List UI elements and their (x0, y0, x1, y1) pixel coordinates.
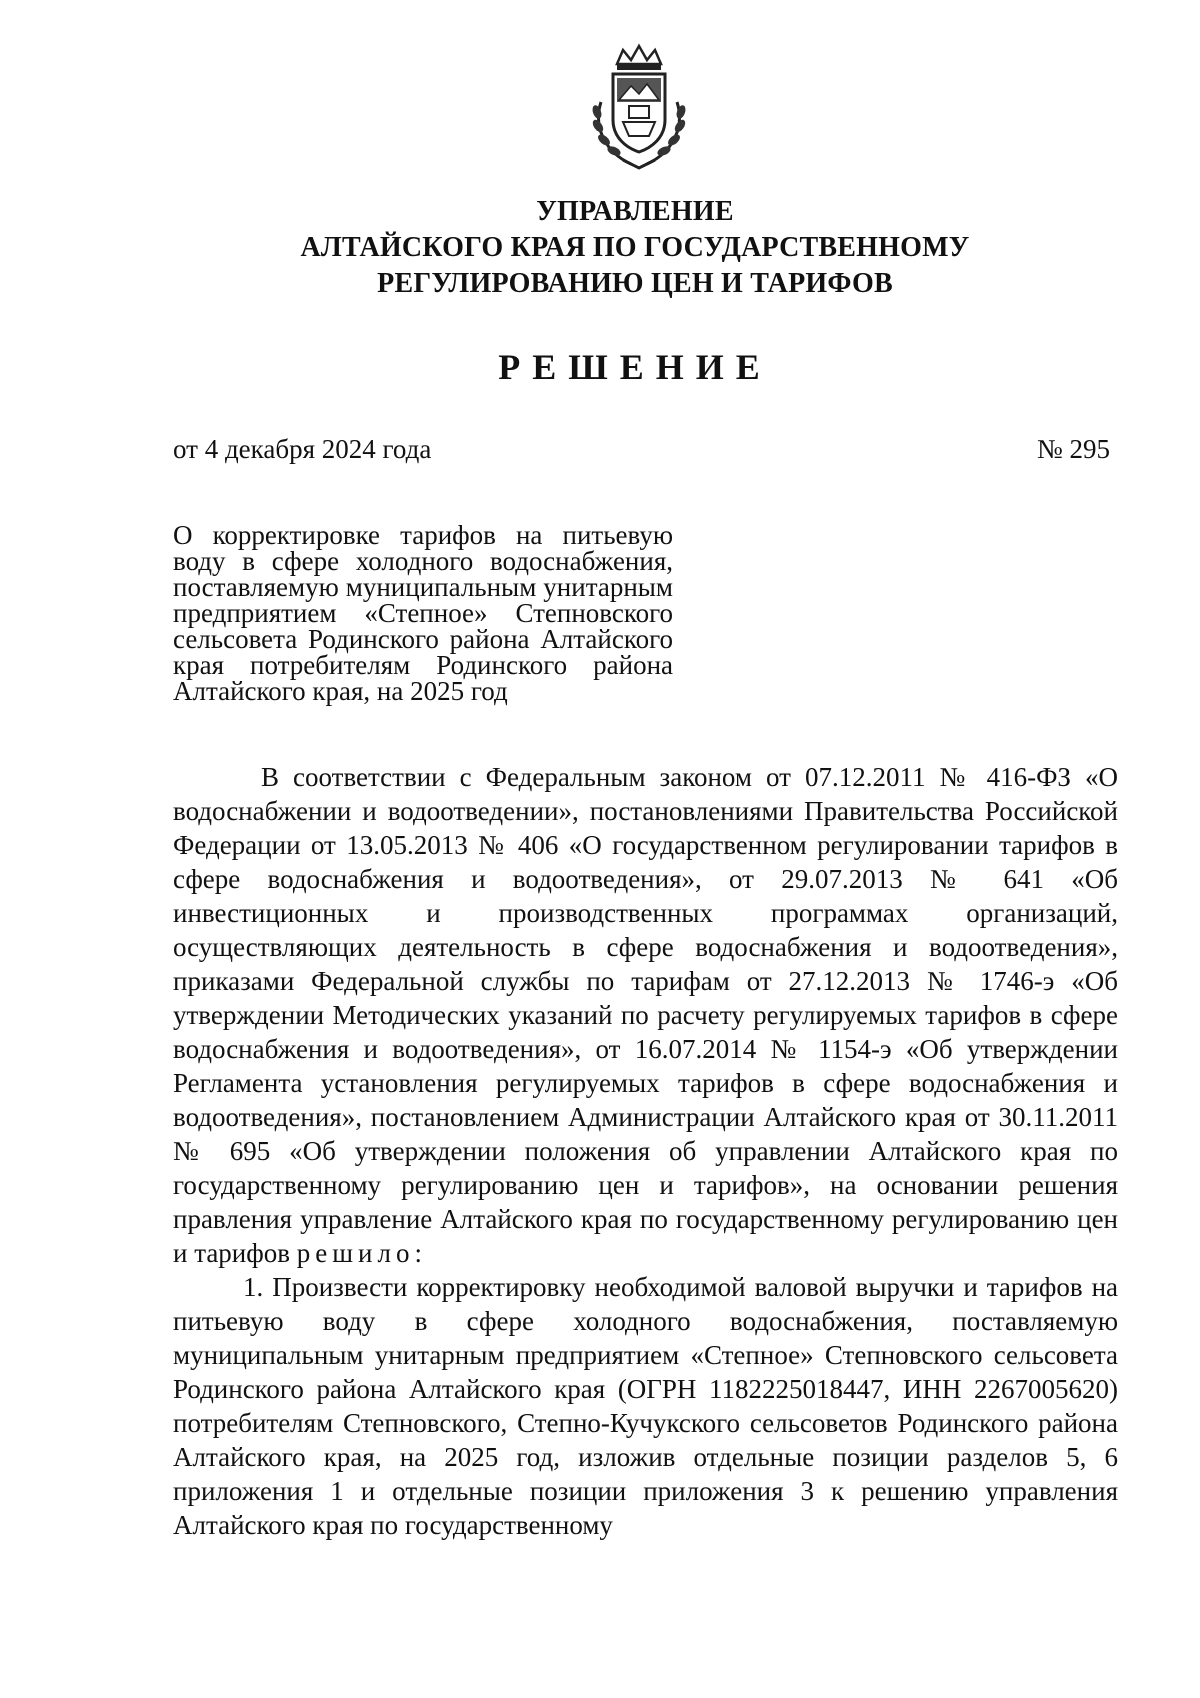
preamble-text: В соответствии с Федеральным законом от 07.12.2011 № 416-ФЗ «О водоснабжении и водоотведении», постановлениями Правительства Российской Федерации от 13.05.2013 № 406 «О государственном регулировании тарифов в сфере водоснабжения и водоотведения», от 29.07.2013 № 641 «Об инвестиционных и производственных программах организаций, осуществляющих деятельность в сфере водоснабжения и водоотведения», приказами Федеральной службы по тарифам от 27.12.2013 № 1746-э «Об утверждении Методических указаний по расчету регулируемых тарифов в сфере водоснабжения и водоотведения», от 16.07.2014 № 1154-э «Об утверждении Регламента установления регулируемых тарифов в сфере водоснабжения и водоотведения», постановлением Администрации Алтайского края от 30.11.2011 № 695 «Об утверждении положения об управлении Алтайского края по государственному регулированию цен и тарифов», на основании решения правления управление Алтайского края по государственному регулированию цен и тарифов (173, 762, 1118, 1268)
preamble-paragraph (173, 760, 1118, 1270)
coat-of-arms-icon (583, 42, 695, 174)
document-type-title: РЕШЕНИЕ (498, 347, 772, 387)
document-body (173, 760, 1118, 1542)
document-date: от 4 декабря 2024 года (173, 434, 432, 464)
authority-line-1: УПРАВЛЕНИЕ (536, 196, 734, 227)
document-number: № 295 (1036, 434, 1110, 464)
document-subject: О корректировке тарифов на питьевую воду в сфере холодного водоснабжения, поставляемую муниципальным унитарным предприятием «Степное» Степновского сельсовета Родинского района Алтайского края потребителям Родинского района Алтайского края, на 2025 год (173, 520, 673, 706)
authority-line-2: АЛТАЙСКОГО КРАЯ ПО ГОСУДАРСТВЕННОМУ (300, 232, 970, 263)
authority-line-3: РЕГУЛИРОВАНИЮ ЦЕН И ТАРИФОВ (377, 268, 893, 299)
issuing-authority (0, 194, 1200, 302)
decision-word: решило: (296, 1238, 427, 1268)
item-1-paragraph: 1. Произвести корректировку необходимой валовой выручки и тарифов на питьевую воду в сфере холодного водоснабжения, поставляемую муниципальным унитарным предприятием «Степное» Степновского сельсовета Родинского района Алтайского края (ОГРН 1182225018447, ИНН 2267005620) потребителям Степновского, Степно-Кучукского сельсоветов Родинского района Алтайского края, на 2025 год, изложив отдельные позиции разделов 5, 6 приложения 1 и отдельные позиции приложения 3 к решению управления Алтайского края по государственному (173, 1272, 1118, 1540)
